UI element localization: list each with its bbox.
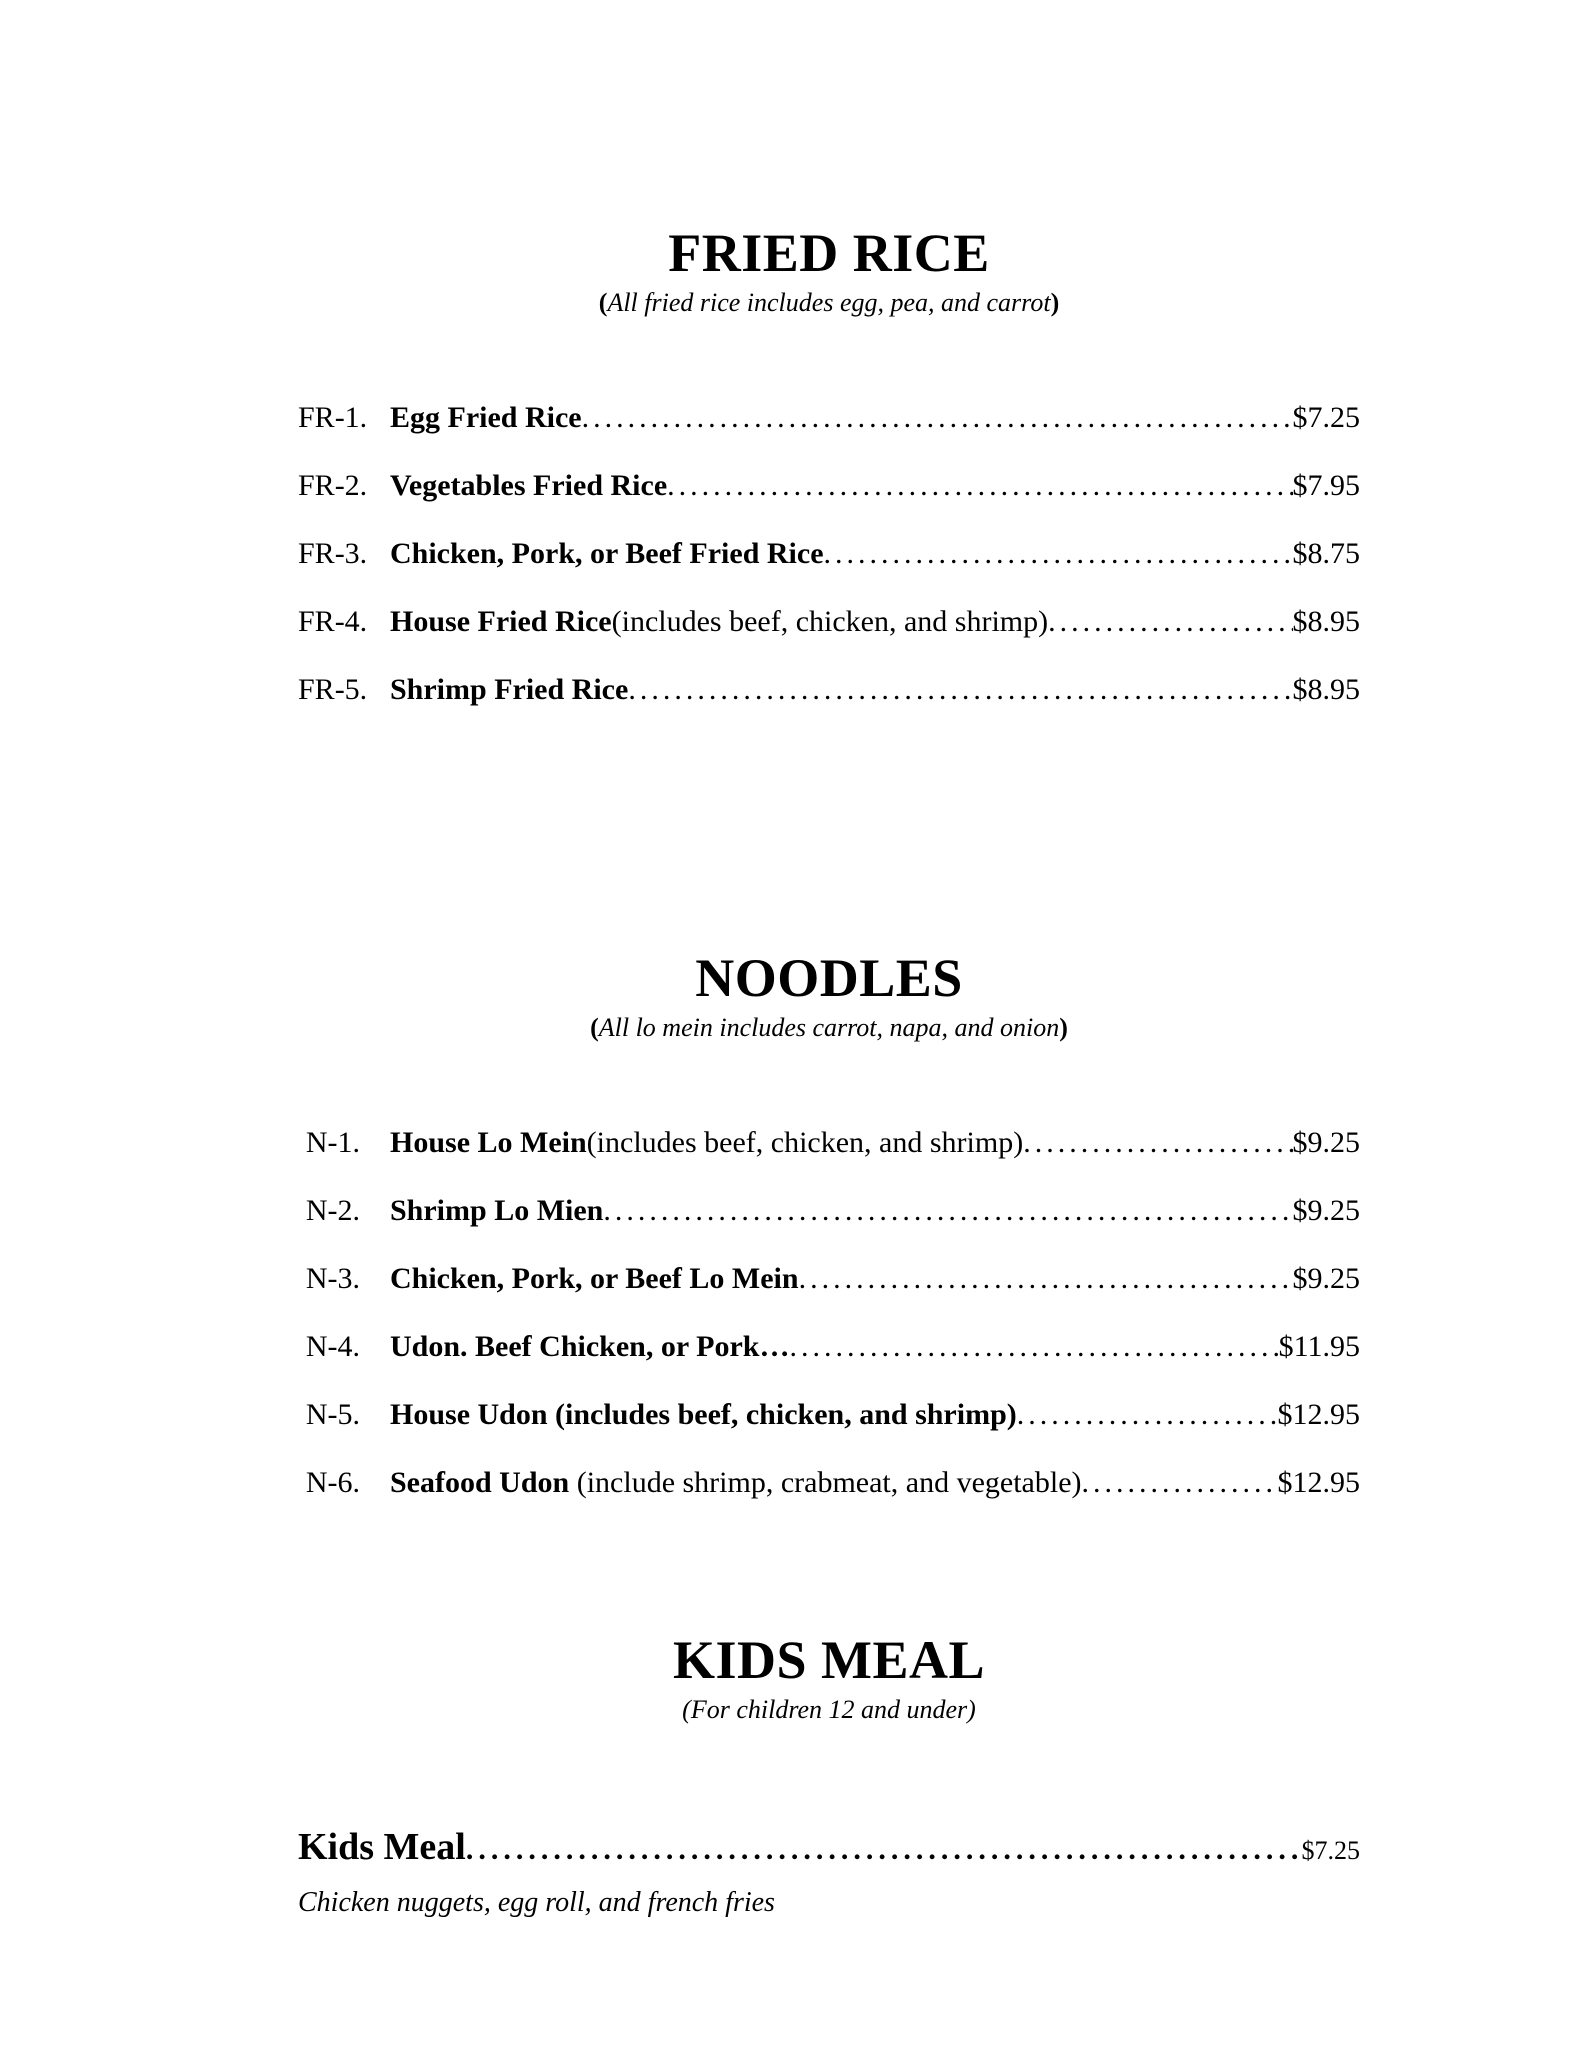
menu-item-row xyxy=(298,384,1360,452)
menu-content xyxy=(298,0,1360,1921)
section-subtitle xyxy=(298,1011,1360,1045)
item-code: N-2. xyxy=(305,1194,360,1228)
section-noodles xyxy=(298,947,1360,1517)
item-name: Kids Meal xyxy=(298,1826,466,1869)
subtitle-close-paren: ) xyxy=(1050,288,1060,318)
item-description: (includes beef, chicken, and shrimp) xyxy=(611,605,1049,639)
menu-item xyxy=(298,1177,1360,1245)
subtitle-text: All fried rice includes egg, pea, and carrot xyxy=(607,288,1051,318)
item-name: Vegetables Fried Rice xyxy=(390,469,668,503)
item-list xyxy=(298,1819,1360,1921)
item-code: FR-3. xyxy=(298,537,368,571)
item-name: Chicken, Pork, or Beef Lo Mein xyxy=(390,1262,799,1296)
item-code: N-4. xyxy=(305,1330,360,1364)
section-subtitle xyxy=(298,1693,1360,1727)
dot-leader xyxy=(1023,1109,1292,1177)
item-code: N-1. xyxy=(305,1126,360,1160)
menu-item xyxy=(298,1109,1360,1177)
dot-leader xyxy=(582,384,1293,452)
dot-leader xyxy=(824,520,1293,588)
menu-item xyxy=(298,1245,1360,1313)
menu-item xyxy=(298,1449,1360,1517)
menu-item-row xyxy=(298,1109,1360,1177)
dot-leader xyxy=(667,452,1292,520)
menu-item xyxy=(298,656,1360,724)
item-price: $7.25 xyxy=(1301,1836,1360,1866)
menu-item xyxy=(298,452,1360,520)
menu-item xyxy=(298,384,1360,452)
dot-leader xyxy=(1048,588,1292,656)
menu-item-row xyxy=(298,1449,1360,1517)
item-code: FR-1. xyxy=(298,401,368,435)
item-name: House Lo Mein xyxy=(390,1126,587,1160)
item-price: $12.95 xyxy=(1277,1398,1360,1432)
dot-leader xyxy=(628,656,1292,724)
item-name: Shrimp Lo Mien xyxy=(390,1194,604,1228)
menu-item xyxy=(298,1381,1360,1449)
menu-item-row xyxy=(298,1245,1360,1313)
menu-item-row xyxy=(298,452,1360,520)
subtitle-open-paren: ( xyxy=(590,1013,599,1043)
item-price: $9.25 xyxy=(1292,1126,1360,1160)
item-code: FR-4. xyxy=(298,605,368,639)
menu-item-row xyxy=(298,656,1360,724)
menu-item xyxy=(298,588,1360,656)
section-title: NOODLES xyxy=(695,948,963,1009)
section-fried-rice xyxy=(298,0,1360,724)
item-code: N-3. xyxy=(305,1262,360,1296)
subtitle-text: All lo mein includes carrot, napa, and onion xyxy=(598,1013,1060,1043)
dot-leader xyxy=(799,1245,1293,1313)
item-name: Seafood Udon xyxy=(390,1466,570,1500)
item-price: $11.95 xyxy=(1278,1330,1360,1364)
subtitle-open-paren: ( xyxy=(682,1695,691,1725)
item-price: $12.95 xyxy=(1277,1466,1360,1500)
item-name: House Fried Rice xyxy=(390,605,612,639)
section-subtitle xyxy=(298,286,1360,320)
menu-item-row xyxy=(298,588,1360,656)
item-name: Chicken, Pork, or Beef Fried Rice xyxy=(390,537,824,571)
menu-item-row xyxy=(298,1313,1360,1381)
item-sub-description: Chicken nuggets, egg roll, and french fries xyxy=(298,1887,775,1919)
subtitle-close-paren: ) xyxy=(967,1695,976,1725)
item-price: $9.25 xyxy=(1292,1262,1360,1296)
menu-item-row xyxy=(298,1177,1360,1245)
item-name: Egg Fried Rice xyxy=(390,401,582,435)
section-title: FRIED RICE xyxy=(668,223,990,283)
item-name: Udon. Beef Chicken, or Pork… xyxy=(390,1330,790,1364)
section-title: KIDS MEAL xyxy=(672,1630,986,1691)
item-price: $7.95 xyxy=(1292,469,1360,503)
item-price: $8.95 xyxy=(1292,673,1360,707)
menu-item-row xyxy=(298,520,1360,588)
item-name: House Udon (includes beef, chicken, and shrimp) xyxy=(390,1398,1017,1432)
item-price: $8.95 xyxy=(1292,605,1360,639)
dot-leader xyxy=(603,1177,1292,1245)
item-name: Shrimp Fried Rice xyxy=(390,673,629,707)
item-price: $8.75 xyxy=(1292,537,1360,571)
menu-item xyxy=(298,520,1360,588)
menu-item xyxy=(298,1819,1360,1921)
item-description: (include shrimp, crabmeat, and vegetable) xyxy=(569,1466,1082,1500)
item-list xyxy=(298,1109,1360,1517)
item-code: FR-2. xyxy=(298,469,368,503)
item-description: (includes beef, chicken, and shrimp) xyxy=(586,1126,1024,1160)
subtitle-close-paren: ) xyxy=(1059,1013,1068,1043)
menu-item xyxy=(298,1313,1360,1381)
menu-item-row xyxy=(298,1819,1360,1879)
dot-leader xyxy=(1017,1381,1278,1449)
dot-leader xyxy=(789,1313,1278,1381)
item-price: $7.25 xyxy=(1292,401,1360,435)
dot-leader xyxy=(1082,1449,1278,1517)
item-code: FR-5. xyxy=(298,673,368,707)
item-code: N-6. xyxy=(305,1466,360,1500)
subtitle-text: For children 12 and under xyxy=(690,1695,968,1725)
item-price: $9.25 xyxy=(1292,1194,1360,1228)
section-kids-meal xyxy=(298,1629,1360,1921)
item-code: N-5. xyxy=(305,1398,360,1432)
subtitle-open-paren: ( xyxy=(598,288,608,318)
menu-item-row xyxy=(298,1381,1360,1449)
item-list xyxy=(298,384,1360,724)
dot-leader xyxy=(466,1822,1302,1878)
